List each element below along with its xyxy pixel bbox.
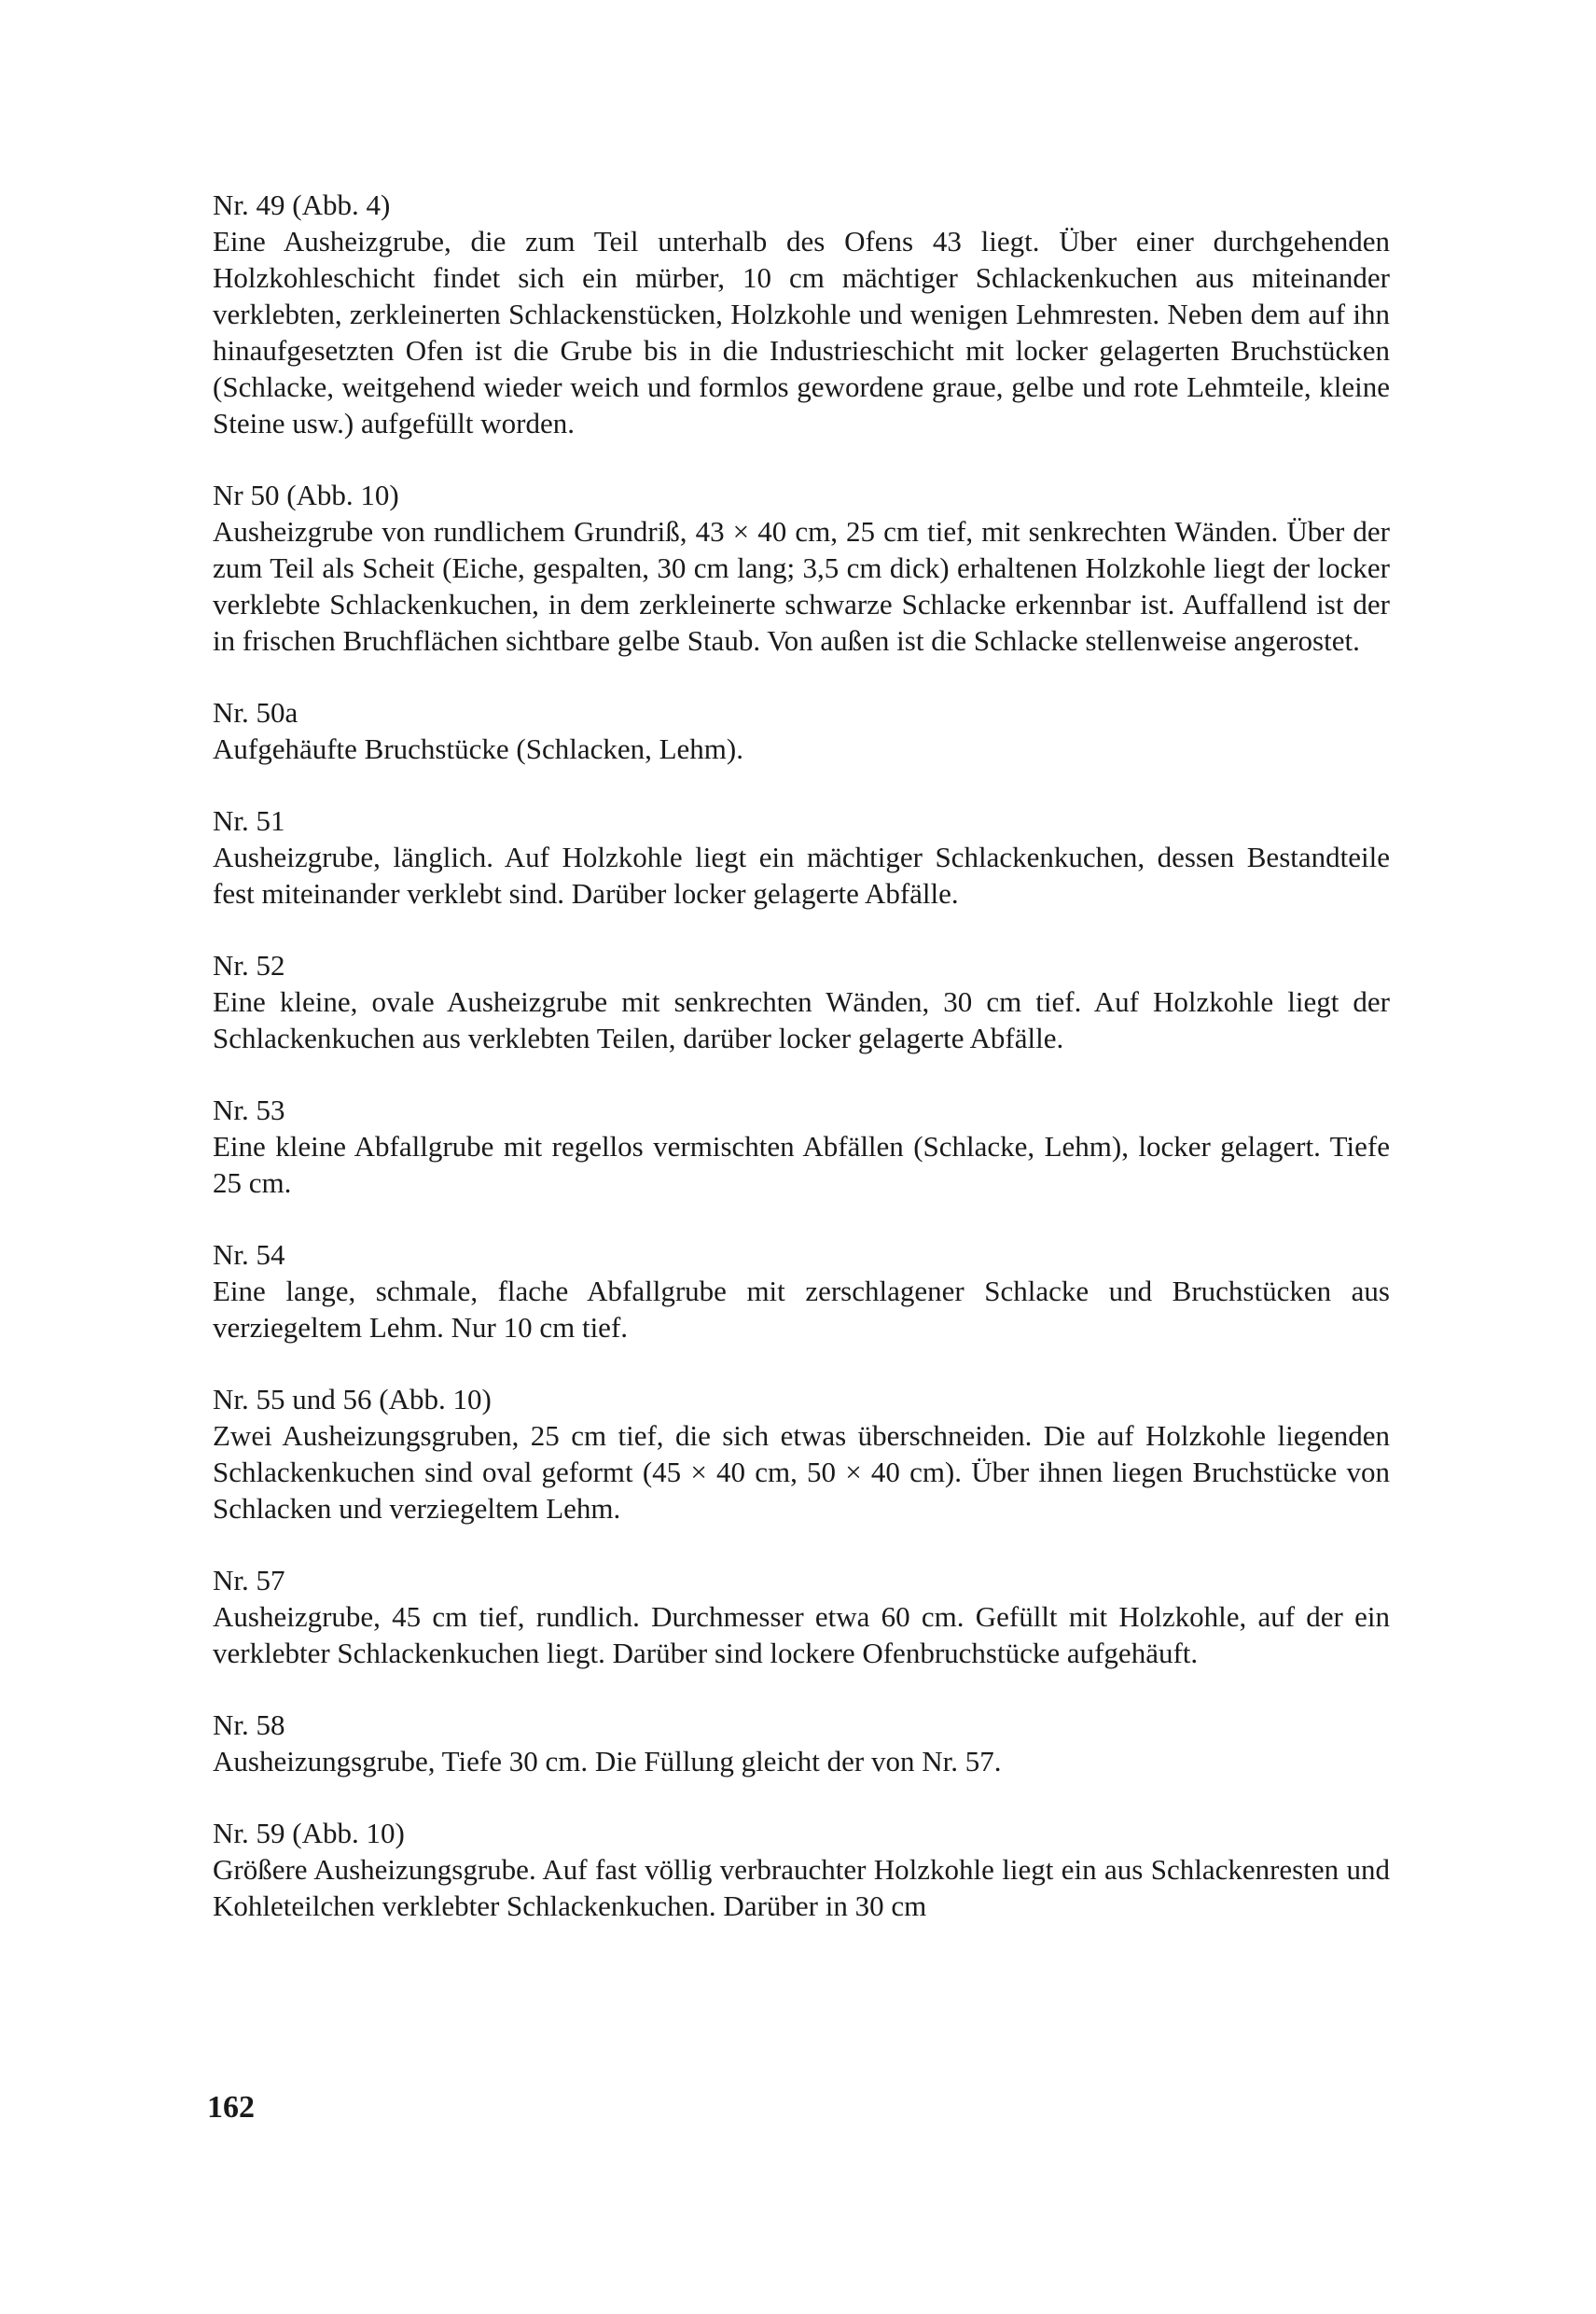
entry-body: Zwei Ausheizungsgruben, 25 cm tief, die sich etwas überschneiden. Die auf Holzkohle liegenden Schlackenkuchen sind oval geformt (45 × 40 cm, 50 × 40 cm). Über ihnen liegen Bruchstücke von Schlacken und verziegeltem Lehm. [213, 1419, 1390, 1525]
entry-heading: Nr. 59 (Abb. 10) [213, 1817, 405, 1849]
page-number: 162 [207, 2090, 255, 2125]
entry-body: Aufgehäufte Bruchstücke (Schlacken, Lehm). [213, 732, 743, 765]
entry-body: Ausheizgrube, 45 cm tief, rundlich. Durchmesser etwa 60 cm. Gefüllt mit Holzkohle, auf der ein verklebter Schlackenkuchen liegt. Darüber sind lockere Ofenbruchstücke aufgehäuft. [213, 1600, 1390, 1669]
entry-nr-50a [213, 694, 1390, 767]
entry-body: Eine lange, schmale, flache Abfallgrube mit zerschlagener Schlacke und Bruchstücken aus verziegeltem Lehm. Nur 10 cm tief. [213, 1275, 1390, 1344]
entry-nr-58 [213, 1707, 1390, 1779]
page-text [213, 187, 1390, 1959]
entry-body: Ausheizgrube von rundlichem Grundriß, 43 × 40 cm, 25 cm tief, mit senkrechten Wänden. Über der zum Teil als Scheit (Eiche, gespalten, 30 cm lang; 3,5 cm dick) erhaltenen Holzkohle liegt der locker verklebte Schlackenkuchen, in dem zerkleinerte schwarze Schlacke erkennbar ist. Auffallend ist der in frischen Bruchflächen sichtbare gelbe Staub. Von außen ist die Schlacke stellenweise angerostet. [213, 515, 1390, 657]
entry-body: Eine kleine Abfallgrube mit regellos vermischten Abfällen (Schlacke, Lehm), locker gelagert. Tiefe 25 cm. [213, 1130, 1390, 1199]
entry-nr-50 [213, 477, 1390, 659]
entry-body: Eine kleine, ovale Ausheizgrube mit senkrechten Wänden, 30 cm tief. Auf Holzkohle liegt der Schlackenkuchen aus verklebten Teilen, darüber locker gelagerte Abfälle. [213, 985, 1390, 1054]
entry-body: Größere Ausheizungsgrube. Auf fast völlig verbrauchter Holzkohle liegt ein aus Schlackenresten und Kohleteilchen verklebter Schlackenkuchen. Darüber in 30 cm [213, 1853, 1390, 1922]
entry-heading: Nr. 51 [213, 804, 285, 837]
entry-nr-53 [213, 1092, 1390, 1201]
entry-nr-59 [213, 1815, 1390, 1924]
entry-body: Eine Ausheizgrube, die zum Teil unterhalb des Ofens 43 liegt. Über einer durchgehenden Holzkohleschicht findet sich ein mürber, 10 cm mächtiger Schlackenkuchen aus miteinander verklebten, zerkleinerten Schlackenstücken, Holzkohle und wenigen Lehmresten. Neben dem auf ihn hinaufgesetzten Ofen ist die Grube bis in die Industrieschicht mit locker gelagerten Bruchstücken (Schlacke, weitgehend wieder weich und formlos gewordene graue, gelbe und rote Lehmteile, kleine Steine usw.) aufgefüllt worden. [213, 225, 1390, 439]
entry-heading: Nr. 57 [213, 1564, 285, 1596]
entry-body: Ausheizungsgrube, Tiefe 30 cm. Die Füllung gleicht der von Nr. 57. [213, 1745, 1002, 1777]
entry-nr-54 [213, 1236, 1390, 1345]
entry-heading: Nr. 54 [213, 1238, 285, 1271]
entry-nr-52 [213, 947, 1390, 1056]
entry-nr-49 [213, 187, 1390, 441]
entry-nr-55-56 [213, 1381, 1390, 1526]
entry-heading: Nr. 58 [213, 1708, 285, 1741]
entry-heading: Nr. 49 (Abb. 4) [213, 188, 391, 221]
entry-nr-57 [213, 1562, 1390, 1671]
entry-heading: Nr 50 (Abb. 10) [213, 479, 399, 511]
entry-heading: Nr. 55 und 56 (Abb. 10) [213, 1383, 492, 1415]
entry-nr-51 [213, 802, 1390, 912]
entry-heading: Nr. 50a [213, 696, 298, 729]
entry-heading: Nr. 52 [213, 949, 285, 982]
entry-heading: Nr. 53 [213, 1094, 285, 1126]
entry-body: Ausheizgrube, länglich. Auf Holzkohle liegt ein mächtiger Schlackenkuchen, dessen Bestandteile fest miteinander verklebt sind. Darüber locker gelagerte Abfälle. [213, 841, 1390, 910]
